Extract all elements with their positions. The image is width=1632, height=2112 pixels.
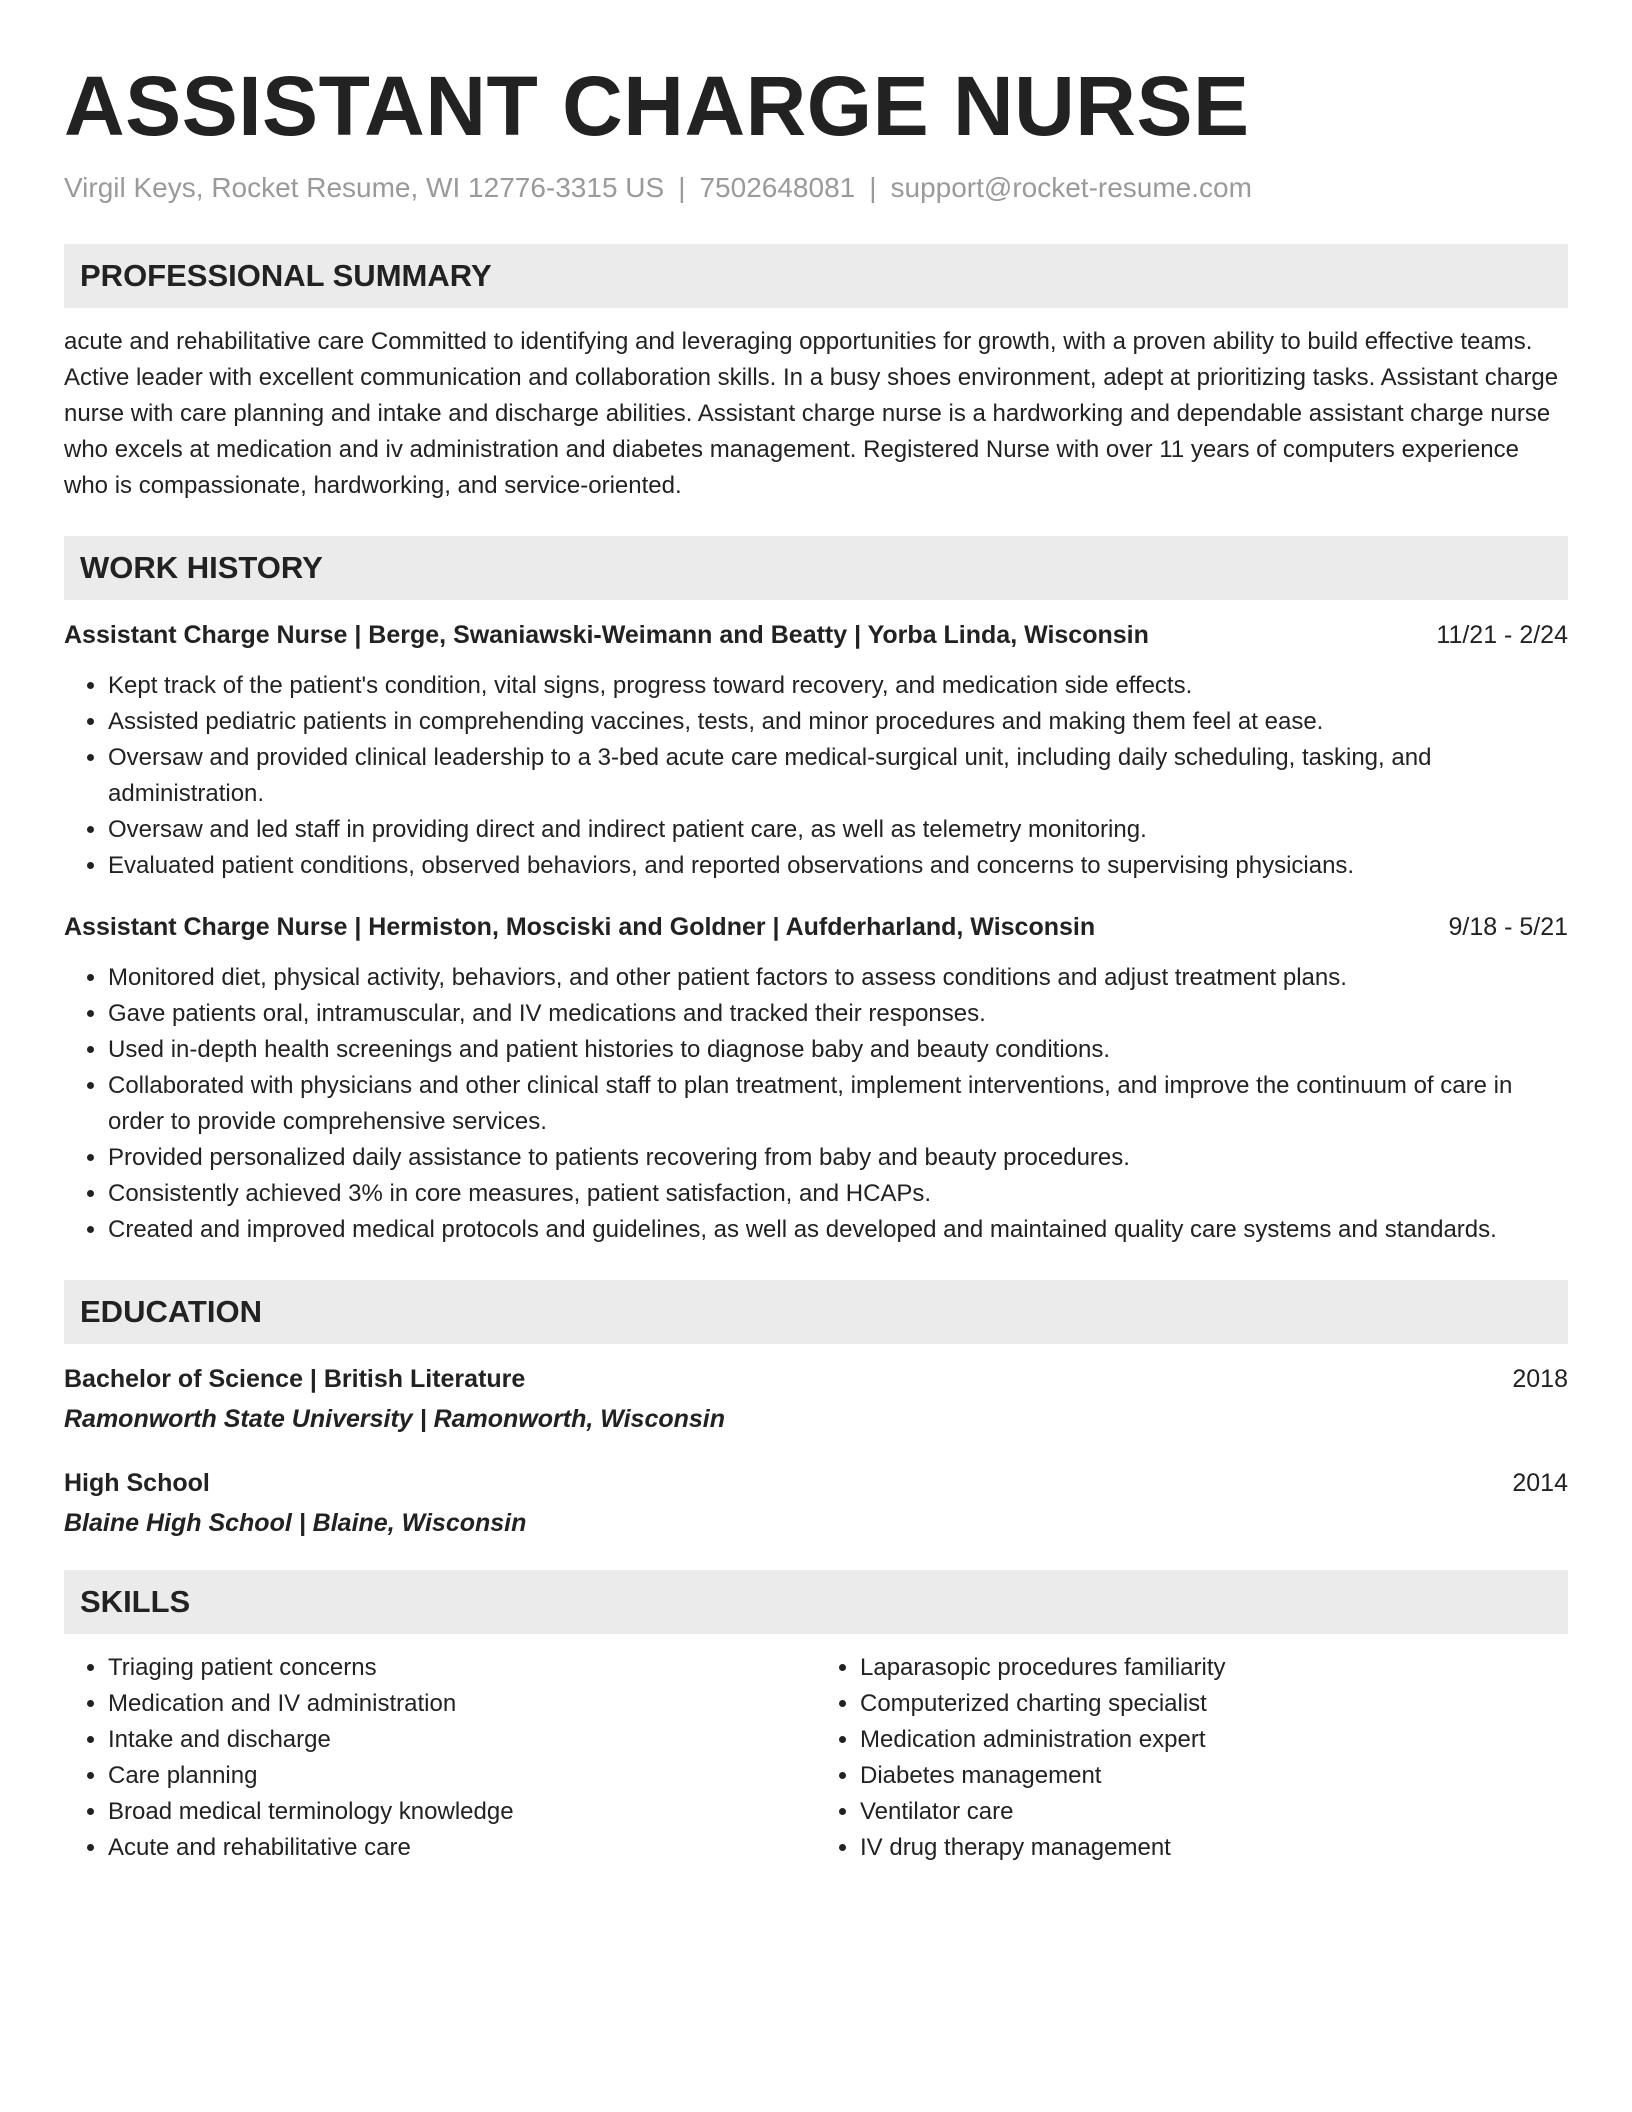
contact-email: support@rocket-resume.com [890,172,1252,203]
education-entry [64,1466,1568,1540]
job-bullets [64,668,1568,884]
skill-item: • Broad medical terminology knowledge [108,1794,816,1830]
job-bullet: • Kept track of the patient's condition, vital signs, progress toward recovery, and medication side effects. [108,668,1568,704]
skill-item: • Ventilator care [860,1794,1568,1830]
contact-phone: 7502648081 [699,172,856,203]
skill-item: • Medication and IV administration [108,1686,816,1722]
skill-item: • Computerized charting specialist [860,1686,1568,1722]
summary-text: acute and rehabilitative care Committed to identifying and leveraging opportunities for growth, with a proven ability to build effective teams. Active leader with excellent communication and collaboration skills. In a busy shoes environment, adept at prioritizing tasks. Assistant charge nurse with care planning and intake and discharge abilities. Assistant charge nurse is a hardworking and dependable assistant charge nurse who excels at medication and iv administration and diabetes management. Registered Nurse with over 11 years of computers experience who is compassionate, hardworking, and service-oriented. [64,328,1559,499]
job-bullet: • Used in-depth health screenings and patient histories to diagnose baby and beauty conditions. [108,1032,1568,1068]
skill-item: • Triaging patient concerns [108,1650,816,1686]
skills-columns [64,1650,1568,1866]
skill-item: • Care planning [108,1758,816,1794]
resume-title: ASSISTANT CHARGE NURSE [64,59,1250,153]
contact-address: Virgil Keys, Rocket Resume, WI 12776-3315 US [64,172,665,203]
job-bullet: • Consistently achieved 3% in core measures, patient satisfaction, and HCAPs. [108,1176,1568,1212]
skills-list-right [816,1650,1568,1866]
job-dates: 9/18 - 5/21 [1448,913,1568,941]
section-heading-skills: SKILLS [64,1570,1568,1634]
job-bullet: • Evaluated patient conditions, observed behaviors, and reported observations and concerns to supervising physicians. [108,848,1568,884]
job-bullet: • Monitored diet, physical activity, behaviors, and other patient factors to assess conditions and adjust treatment plans. [108,960,1568,996]
job-bullet: • Created and improved medical protocols and guidelines, as well as developed and maintained quality care systems and standards. [108,1212,1568,1248]
skill-item: • Laparasopic procedures familiarity [860,1650,1568,1686]
job-bullet: • Collaborated with physicians and other clinical staff to plan treatment, implement interventions, and improve the continuum of care in order to provide comprehensive services. [108,1068,1568,1140]
skill-item: • Acute and rehabilitative care [108,1830,816,1866]
skill-item: • IV drug therapy management [860,1830,1568,1866]
job-entry [64,618,1568,884]
section-heading-education: EDUCATION [64,1280,1568,1344]
job-bullets [64,960,1568,1248]
education-year: 2014 [1512,1469,1568,1497]
job-bullet: • Gave patients oral, intramuscular, and IV medications and tracked their responses. [108,996,1568,1032]
skill-item: • Intake and discharge [108,1722,816,1758]
skill-item: • Diabetes management [860,1758,1568,1794]
education-school: Ramonworth State University | Ramonworth, Wisconsin [64,1405,726,1433]
job-bullet: • Assisted pediatric patients in comprehending vaccines, tests, and minor procedures and making them feel at ease. [108,704,1568,740]
skills-list-left [64,1650,816,1866]
education-school: Blaine High School | Blaine, Wisconsin [64,1509,527,1537]
job-dates: 11/21 - 2/24 [1436,621,1568,649]
section-heading-work-history: WORK HISTORY [64,536,1568,600]
contact-separator: | [869,172,877,203]
education-year: 2018 [1512,1365,1568,1393]
job-bullet: • Provided personalized daily assistance to patients recovering from baby and beauty procedures. [108,1140,1568,1176]
job-entry [64,910,1568,1248]
job-title: Assistant Charge Nurse | Berge, Swaniawski-Weimann and Beatty | Yorba Linda, Wisconsin [64,621,1149,649]
job-bullet: • Oversaw and led staff in providing direct and indirect patient care, as well as telemetry monitoring. [108,812,1568,848]
education-degree: High School [64,1469,210,1497]
education-degree: Bachelor of Science | British Literature [64,1365,526,1393]
contact-line [64,170,1568,206]
job-title: Assistant Charge Nurse | Hermiston, Mosciski and Goldner | Aufderharland, Wisconsin [64,913,1096,941]
skill-item: • Medication administration expert [860,1722,1568,1758]
job-bullet: • Oversaw and provided clinical leadership to a 3-bed acute care medical-surgical unit, including daily scheduling, tasking, and administration. [108,740,1568,812]
contact-separator: | [678,172,686,203]
section-heading-summary: PROFESSIONAL SUMMARY [64,244,1568,308]
education-entry [64,1362,1568,1436]
